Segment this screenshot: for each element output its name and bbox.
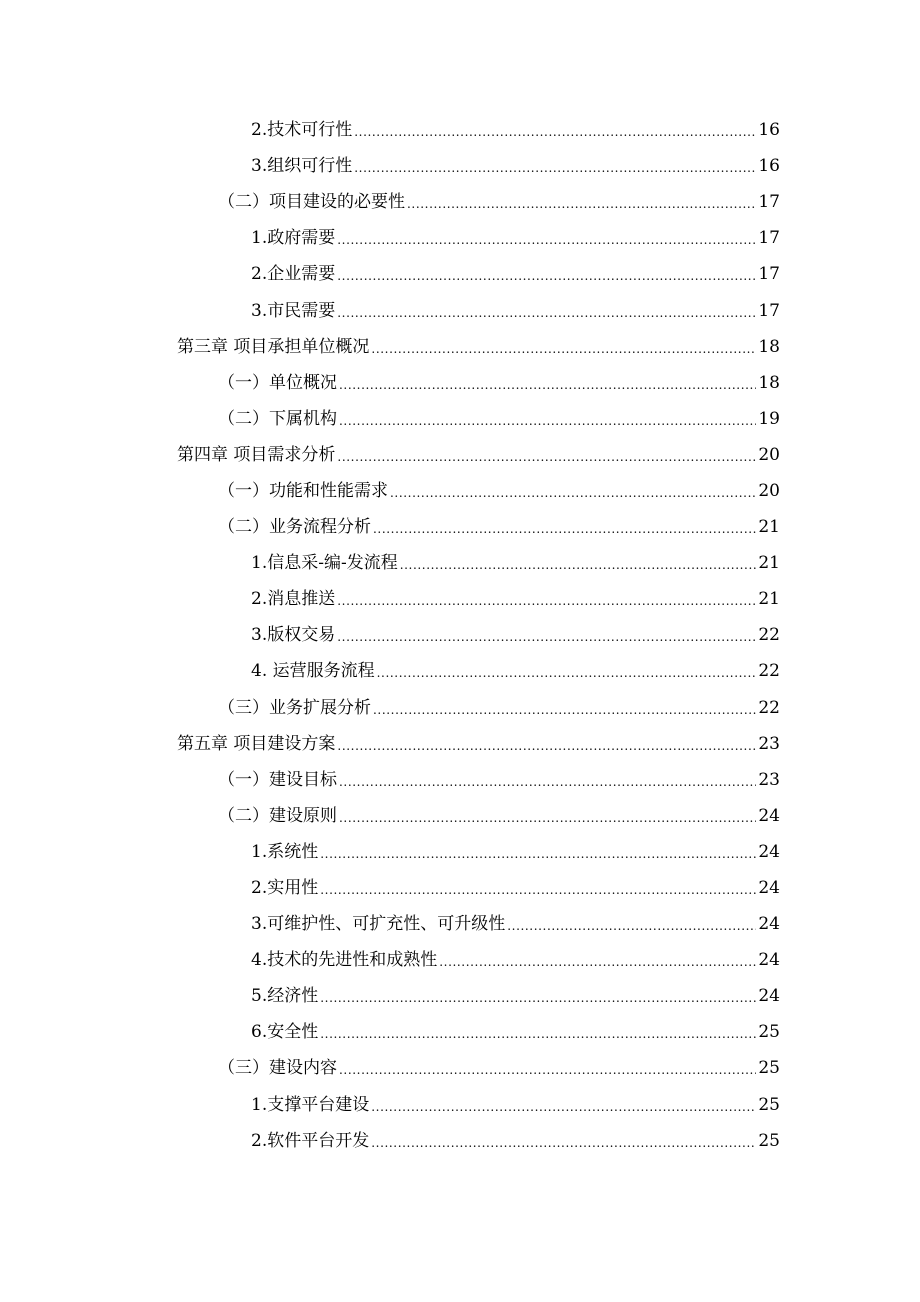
toc-entry-title: 2.实用性 (251, 878, 319, 899)
toc-entry-title: （三）业务扩展分析 (218, 697, 371, 718)
toc-entry-title: （一）单位概况 (218, 372, 337, 393)
toc-entry-title: 1.系统性 (251, 841, 319, 862)
toc-entry-title: （一）建设目标 (218, 769, 337, 790)
toc-entry[interactable] (0, 906, 920, 942)
toc-page-number: 24 (758, 914, 780, 935)
toc-dot-leader (320, 1024, 756, 1044)
toc-entry-title: 3.可维护性、可扩充性、可升级性 (251, 914, 506, 935)
toc-entry[interactable] (0, 581, 920, 617)
toc-dot-leader (339, 1060, 756, 1080)
toc-dot-leader (390, 483, 756, 503)
toc-page-number: 25 (758, 1130, 780, 1151)
toc-entry-title: 2.技术可行性 (251, 120, 353, 141)
toc-entry[interactable] (0, 978, 920, 1014)
toc-entry-title: 6.安全性 (251, 1022, 319, 1043)
toc-page-number: 17 (758, 228, 780, 249)
toc-entry[interactable] (0, 798, 920, 834)
toc-page-number: 24 (758, 950, 780, 971)
toc-entry-title: （二）建设原则 (218, 805, 337, 826)
toc-dot-leader (371, 339, 756, 359)
toc-page-number: 21 (758, 589, 780, 610)
toc-dot-leader (371, 1133, 756, 1153)
toc-entry[interactable] (0, 834, 920, 870)
toc-page-number: 19 (758, 408, 780, 429)
toc-entry[interactable] (0, 1123, 920, 1159)
toc-entry[interactable] (0, 509, 920, 545)
toc-entry-title: 第五章 项目建设方案 (177, 733, 336, 754)
toc-entry[interactable] (0, 653, 920, 689)
toc-entry-title: 4. 运营服务流程 (251, 661, 375, 682)
toc-entry-title: 第三章 项目承担单位概况 (177, 336, 370, 357)
toc-entry-title: 5.经济性 (251, 986, 319, 1007)
toc-dot-leader (337, 266, 756, 286)
toc-dot-leader (337, 230, 756, 250)
toc-page-number: 20 (758, 480, 780, 501)
toc-entry[interactable] (0, 690, 920, 726)
toc-page-number: 25 (758, 1022, 780, 1043)
toc-entry-title: 2.消息推送 (251, 589, 336, 610)
toc-entry[interactable] (0, 401, 920, 437)
toc-entry-title: 4.技术的先进性和成熟性 (251, 950, 438, 971)
toc-dot-leader (320, 988, 756, 1008)
toc-dot-leader (337, 303, 756, 323)
toc-entry[interactable] (0, 184, 920, 220)
toc-page-number: 17 (758, 192, 780, 213)
toc-page-number: 22 (758, 625, 780, 646)
toc-entry[interactable] (0, 220, 920, 256)
toc-dot-leader (339, 375, 756, 395)
table-of-contents (0, 112, 920, 1159)
toc-dot-leader (320, 880, 756, 900)
toc-entry-title: 2.企业需要 (251, 264, 336, 285)
toc-entry[interactable] (0, 437, 920, 473)
toc-entry-title: （一）功能和性能需求 (218, 480, 388, 501)
toc-page-number: 21 (758, 517, 780, 538)
toc-dot-leader (407, 194, 756, 214)
toc-entry[interactable] (0, 1014, 920, 1050)
toc-page-number: 24 (758, 841, 780, 862)
toc-entry-title: （二）项目建设的必要性 (218, 192, 405, 213)
toc-entry[interactable] (0, 870, 920, 906)
toc-dot-leader (339, 772, 756, 792)
toc-entry[interactable] (0, 1087, 920, 1123)
toc-page-number: 16 (758, 156, 780, 177)
toc-page-number: 18 (758, 372, 780, 393)
toc-entry[interactable] (0, 617, 920, 653)
toc-entry[interactable] (0, 545, 920, 581)
toc-dot-leader (320, 844, 756, 864)
toc-dot-leader (373, 700, 756, 720)
toc-entry-title: 1.信息采-编-发流程 (251, 553, 398, 574)
toc-page-number: 20 (758, 444, 780, 465)
toc-entry[interactable] (0, 112, 920, 148)
toc-entry[interactable] (0, 473, 920, 509)
toc-dot-leader (354, 158, 756, 178)
toc-entry-title: （二）下属机构 (218, 408, 337, 429)
toc-entry[interactable] (0, 329, 920, 365)
toc-entry[interactable] (0, 365, 920, 401)
toc-page-number: 24 (758, 986, 780, 1007)
toc-page-number: 22 (758, 661, 780, 682)
toc-page-number: 22 (758, 697, 780, 718)
toc-dot-leader (337, 447, 756, 467)
toc-entry[interactable] (0, 762, 920, 798)
toc-dot-leader (507, 916, 756, 936)
toc-dot-leader (439, 952, 756, 972)
toc-entry-title: 3.版权交易 (251, 625, 336, 646)
toc-dot-leader (373, 519, 756, 539)
toc-entry-title: 第四章 项目需求分析 (177, 444, 336, 465)
toc-entry-title: 2.软件平台开发 (251, 1130, 370, 1151)
toc-page-number: 23 (758, 769, 780, 790)
toc-entry[interactable] (0, 726, 920, 762)
toc-entry-title: （二）业务流程分析 (218, 517, 371, 538)
toc-dot-leader (377, 663, 756, 683)
toc-dot-leader (339, 411, 756, 431)
toc-entry[interactable] (0, 256, 920, 292)
toc-entry[interactable] (0, 1050, 920, 1086)
toc-page-number: 21 (758, 553, 780, 574)
toc-entry-title: 3.组织可行性 (251, 156, 353, 177)
toc-page-number: 24 (758, 878, 780, 899)
toc-dot-leader (339, 808, 756, 828)
toc-dot-leader (337, 736, 756, 756)
toc-entry-title: 3.市民需要 (251, 300, 336, 321)
toc-entry[interactable] (0, 942, 920, 978)
toc-page-number: 25 (758, 1058, 780, 1079)
toc-dot-leader (337, 591, 756, 611)
toc-dot-leader (371, 1097, 756, 1117)
toc-entry-title: 1.政府需要 (251, 228, 336, 249)
toc-dot-leader (354, 122, 756, 142)
toc-page-number: 24 (758, 805, 780, 826)
toc-page-number: 18 (758, 336, 780, 357)
toc-dot-leader (337, 627, 756, 647)
toc-entry[interactable] (0, 148, 920, 184)
toc-entry-title: （三）建设内容 (218, 1058, 337, 1079)
toc-page-number: 25 (758, 1094, 780, 1115)
toc-page-number: 17 (758, 300, 780, 321)
toc-dot-leader (400, 555, 756, 575)
toc-entry-title: 1.支撑平台建设 (251, 1094, 370, 1115)
toc-page-number: 16 (758, 120, 780, 141)
toc-page-number: 23 (758, 733, 780, 754)
toc-page-number: 17 (758, 264, 780, 285)
toc-entry[interactable] (0, 292, 920, 328)
